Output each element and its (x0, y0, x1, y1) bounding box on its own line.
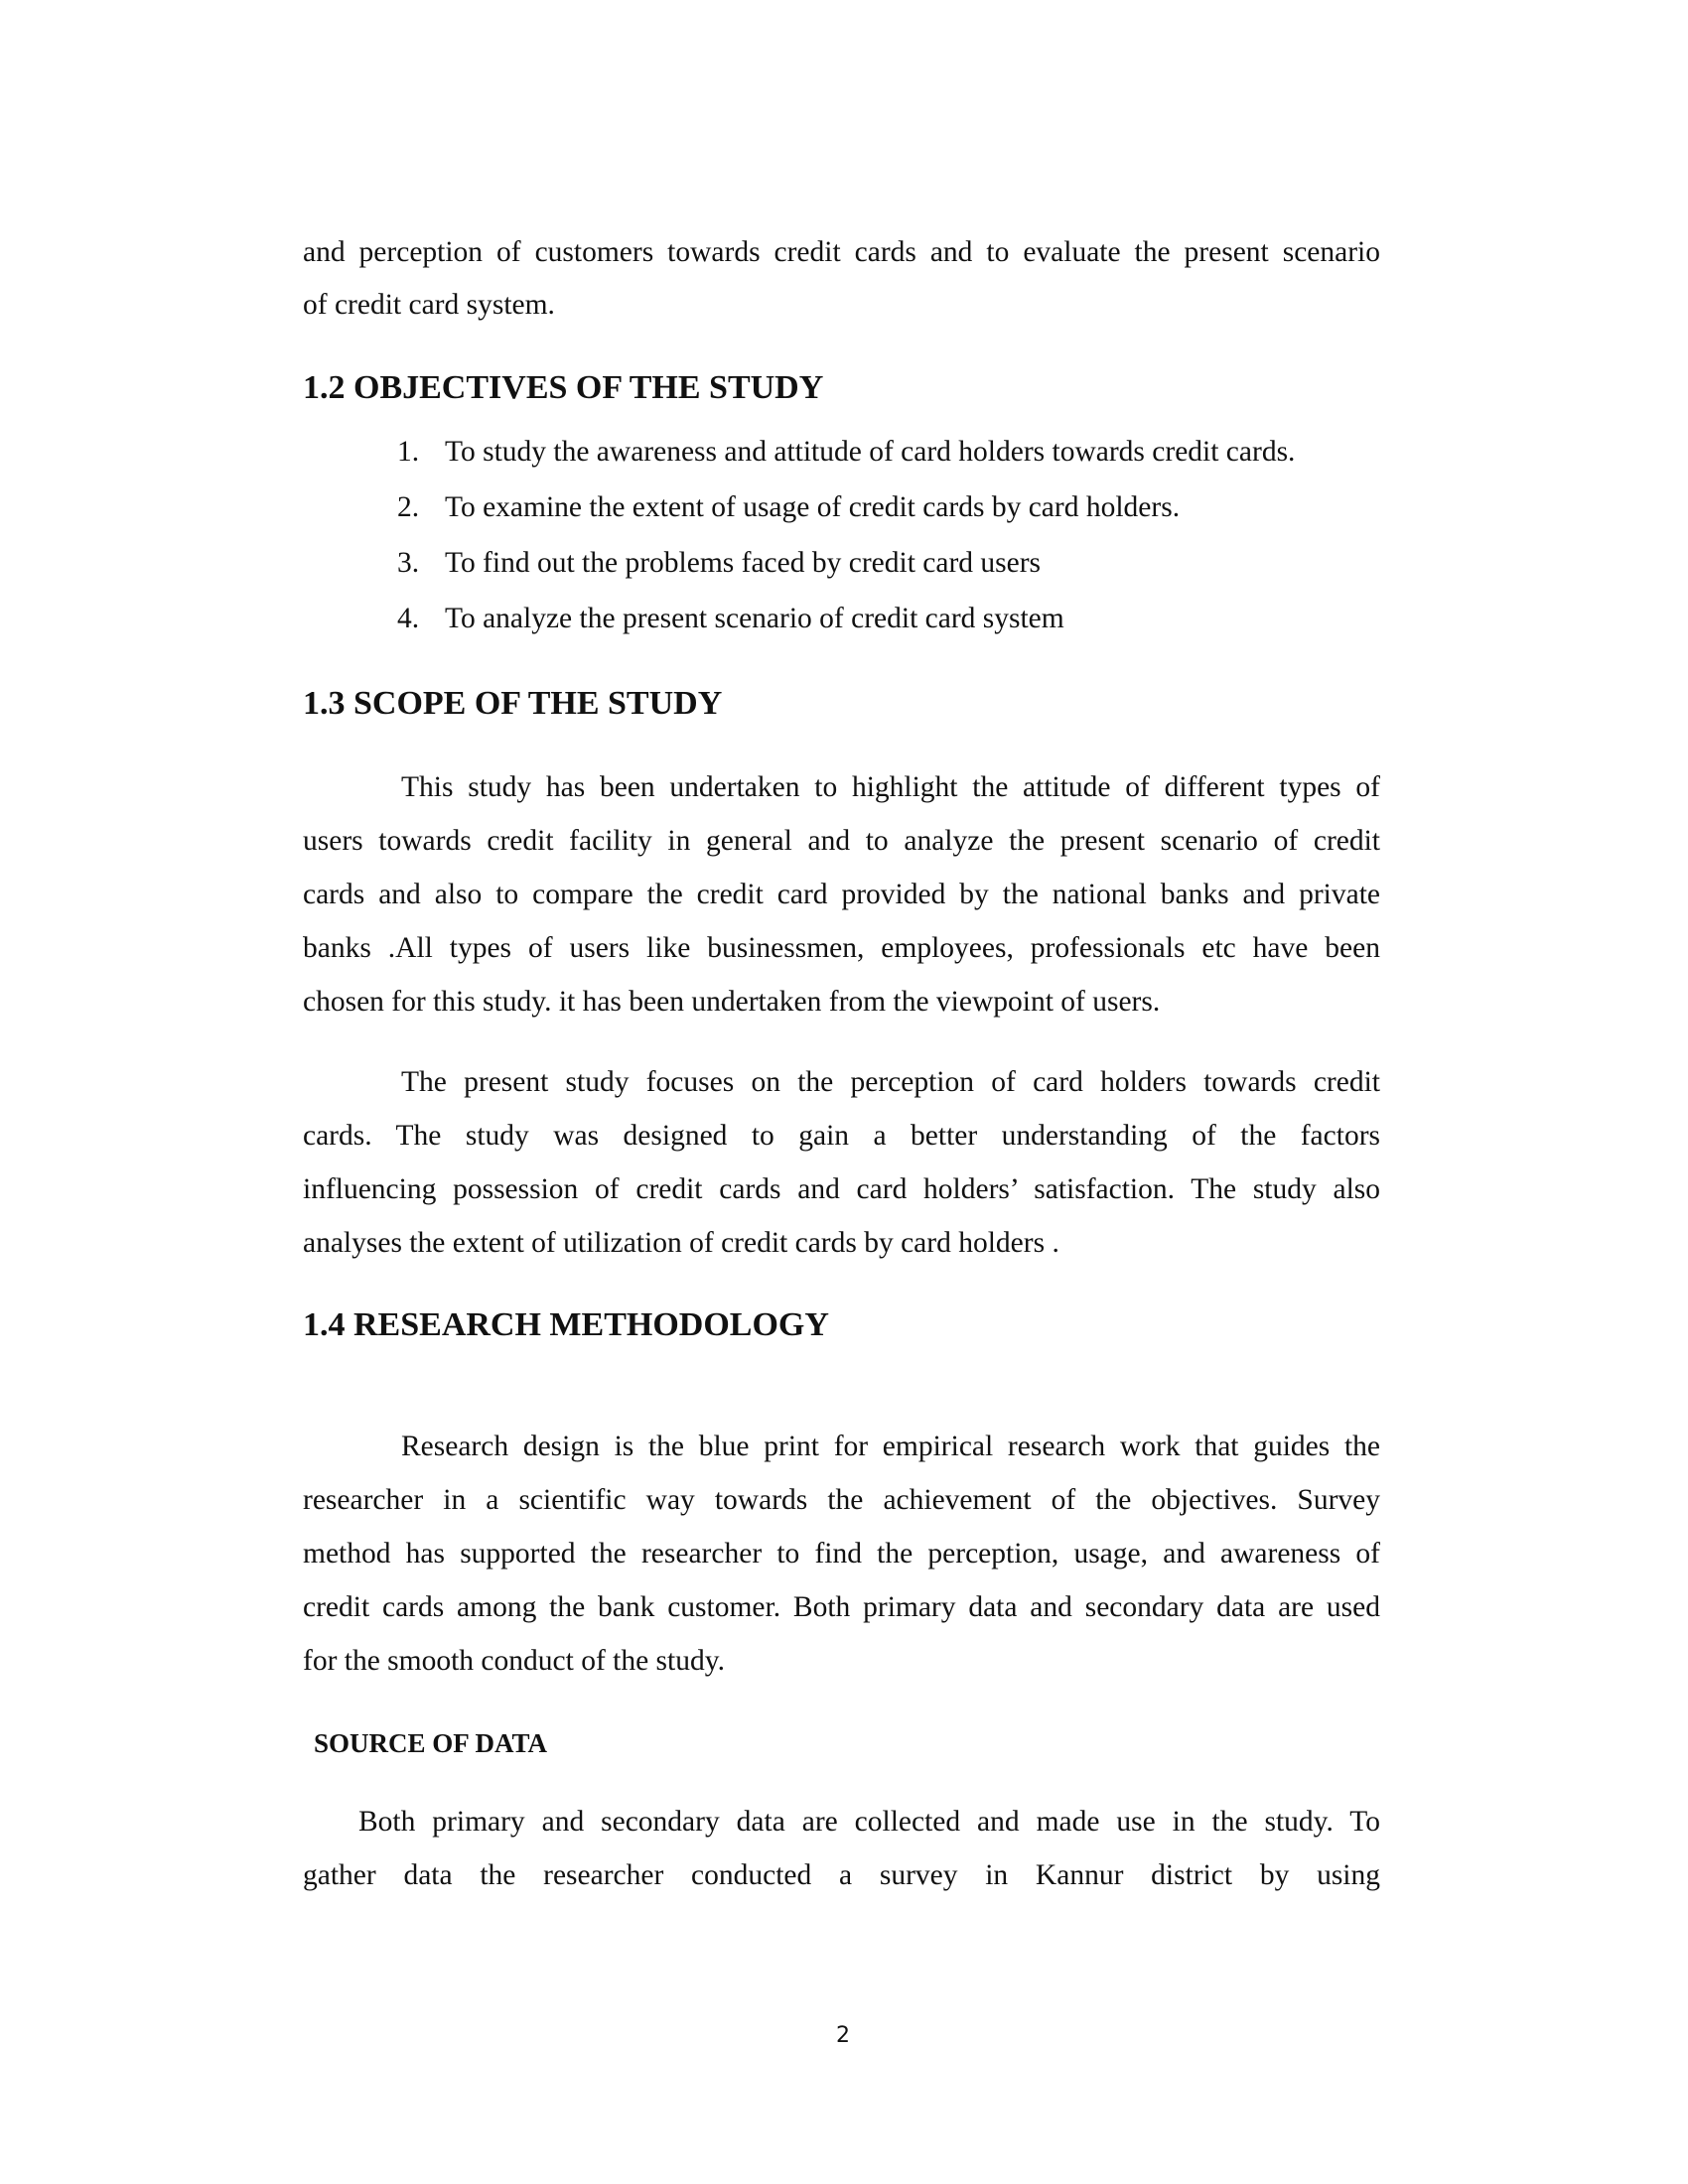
paragraph-line: gather data the researcher conducted a survey in Kannur district by using (303, 1859, 1380, 1891)
paragraph-line: users towards credit facility in general and to analyze the present scenario of credit (303, 825, 1380, 857)
objective-item (397, 438, 1295, 468)
intro-line: and perception of customers towards credit cards and to evaluate the present scenario (303, 236, 1380, 268)
list-text: To examine the extent of usage of credit cards by card holders. (445, 491, 1181, 523)
paragraph-line: analyses the extent of utilization of credit cards by card holders . (303, 1227, 1059, 1259)
paragraph-line: credit cards among the bank customer. Both primary data and secondary data are used (303, 1591, 1380, 1623)
paragraph-line: for the smooth conduct of the study. (303, 1645, 725, 1677)
section-heading-methodology: 1.4 RESEARCH METHODOLOGY (303, 1306, 829, 1343)
paragraph-line: Research design is the blue print for empirical research work that guides the (401, 1431, 1380, 1462)
objective-item (397, 493, 1180, 523)
paragraph-line: This study has been undertaken to highlight the attitude of different types of (401, 771, 1380, 803)
section-heading-objectives: 1.2 OBJECTIVES OF THE STUDY (303, 369, 824, 406)
intro-line: of credit card system. (303, 289, 555, 321)
list-number: 4. (397, 603, 420, 634)
list-text: To analyze the present scenario of credit card system (445, 603, 1064, 634)
section-heading-scope: 1.3 SCOPE OF THE STUDY (303, 685, 723, 722)
paragraph-line: Both primary and secondary data are collected and made use in the study. To (358, 1806, 1380, 1838)
paragraph-line: cards. The study was designed to gain a better understanding of the factors (303, 1120, 1380, 1152)
page-number: 2 (836, 2023, 850, 2048)
subsection-heading-source-of-data: SOURCE OF DATA (314, 1728, 548, 1758)
list-number: 3. (397, 547, 420, 579)
paragraph-line: influencing possession of credit cards and card holders’ satisfaction. The study also (303, 1173, 1380, 1205)
paragraph-line: banks .All types of users like businessmen, employees, professionals etc have been (303, 932, 1380, 964)
list-number: 1. (397, 436, 420, 468)
paragraph-line: The present study focuses on the perception of card holders towards credit (401, 1066, 1380, 1098)
objective-item (397, 605, 1064, 634)
objective-item (397, 549, 1041, 579)
paragraph-line: chosen for this study. it has been undertaken from the viewpoint of users. (303, 986, 1161, 1018)
list-number: 2. (397, 491, 420, 523)
list-text: To find out the problems faced by credit card users (445, 547, 1042, 579)
paragraph-line: researcher in a scientific way towards the achievement of the objectives. Survey (303, 1484, 1380, 1516)
paragraph-line: method has supported the researcher to find the perception, usage, and awareness of (303, 1538, 1380, 1570)
paragraph-line: cards and also to compare the credit card provided by the national banks and private (303, 879, 1380, 910)
list-text: To study the awareness and attitude of card holders towards credit cards. (445, 436, 1296, 468)
